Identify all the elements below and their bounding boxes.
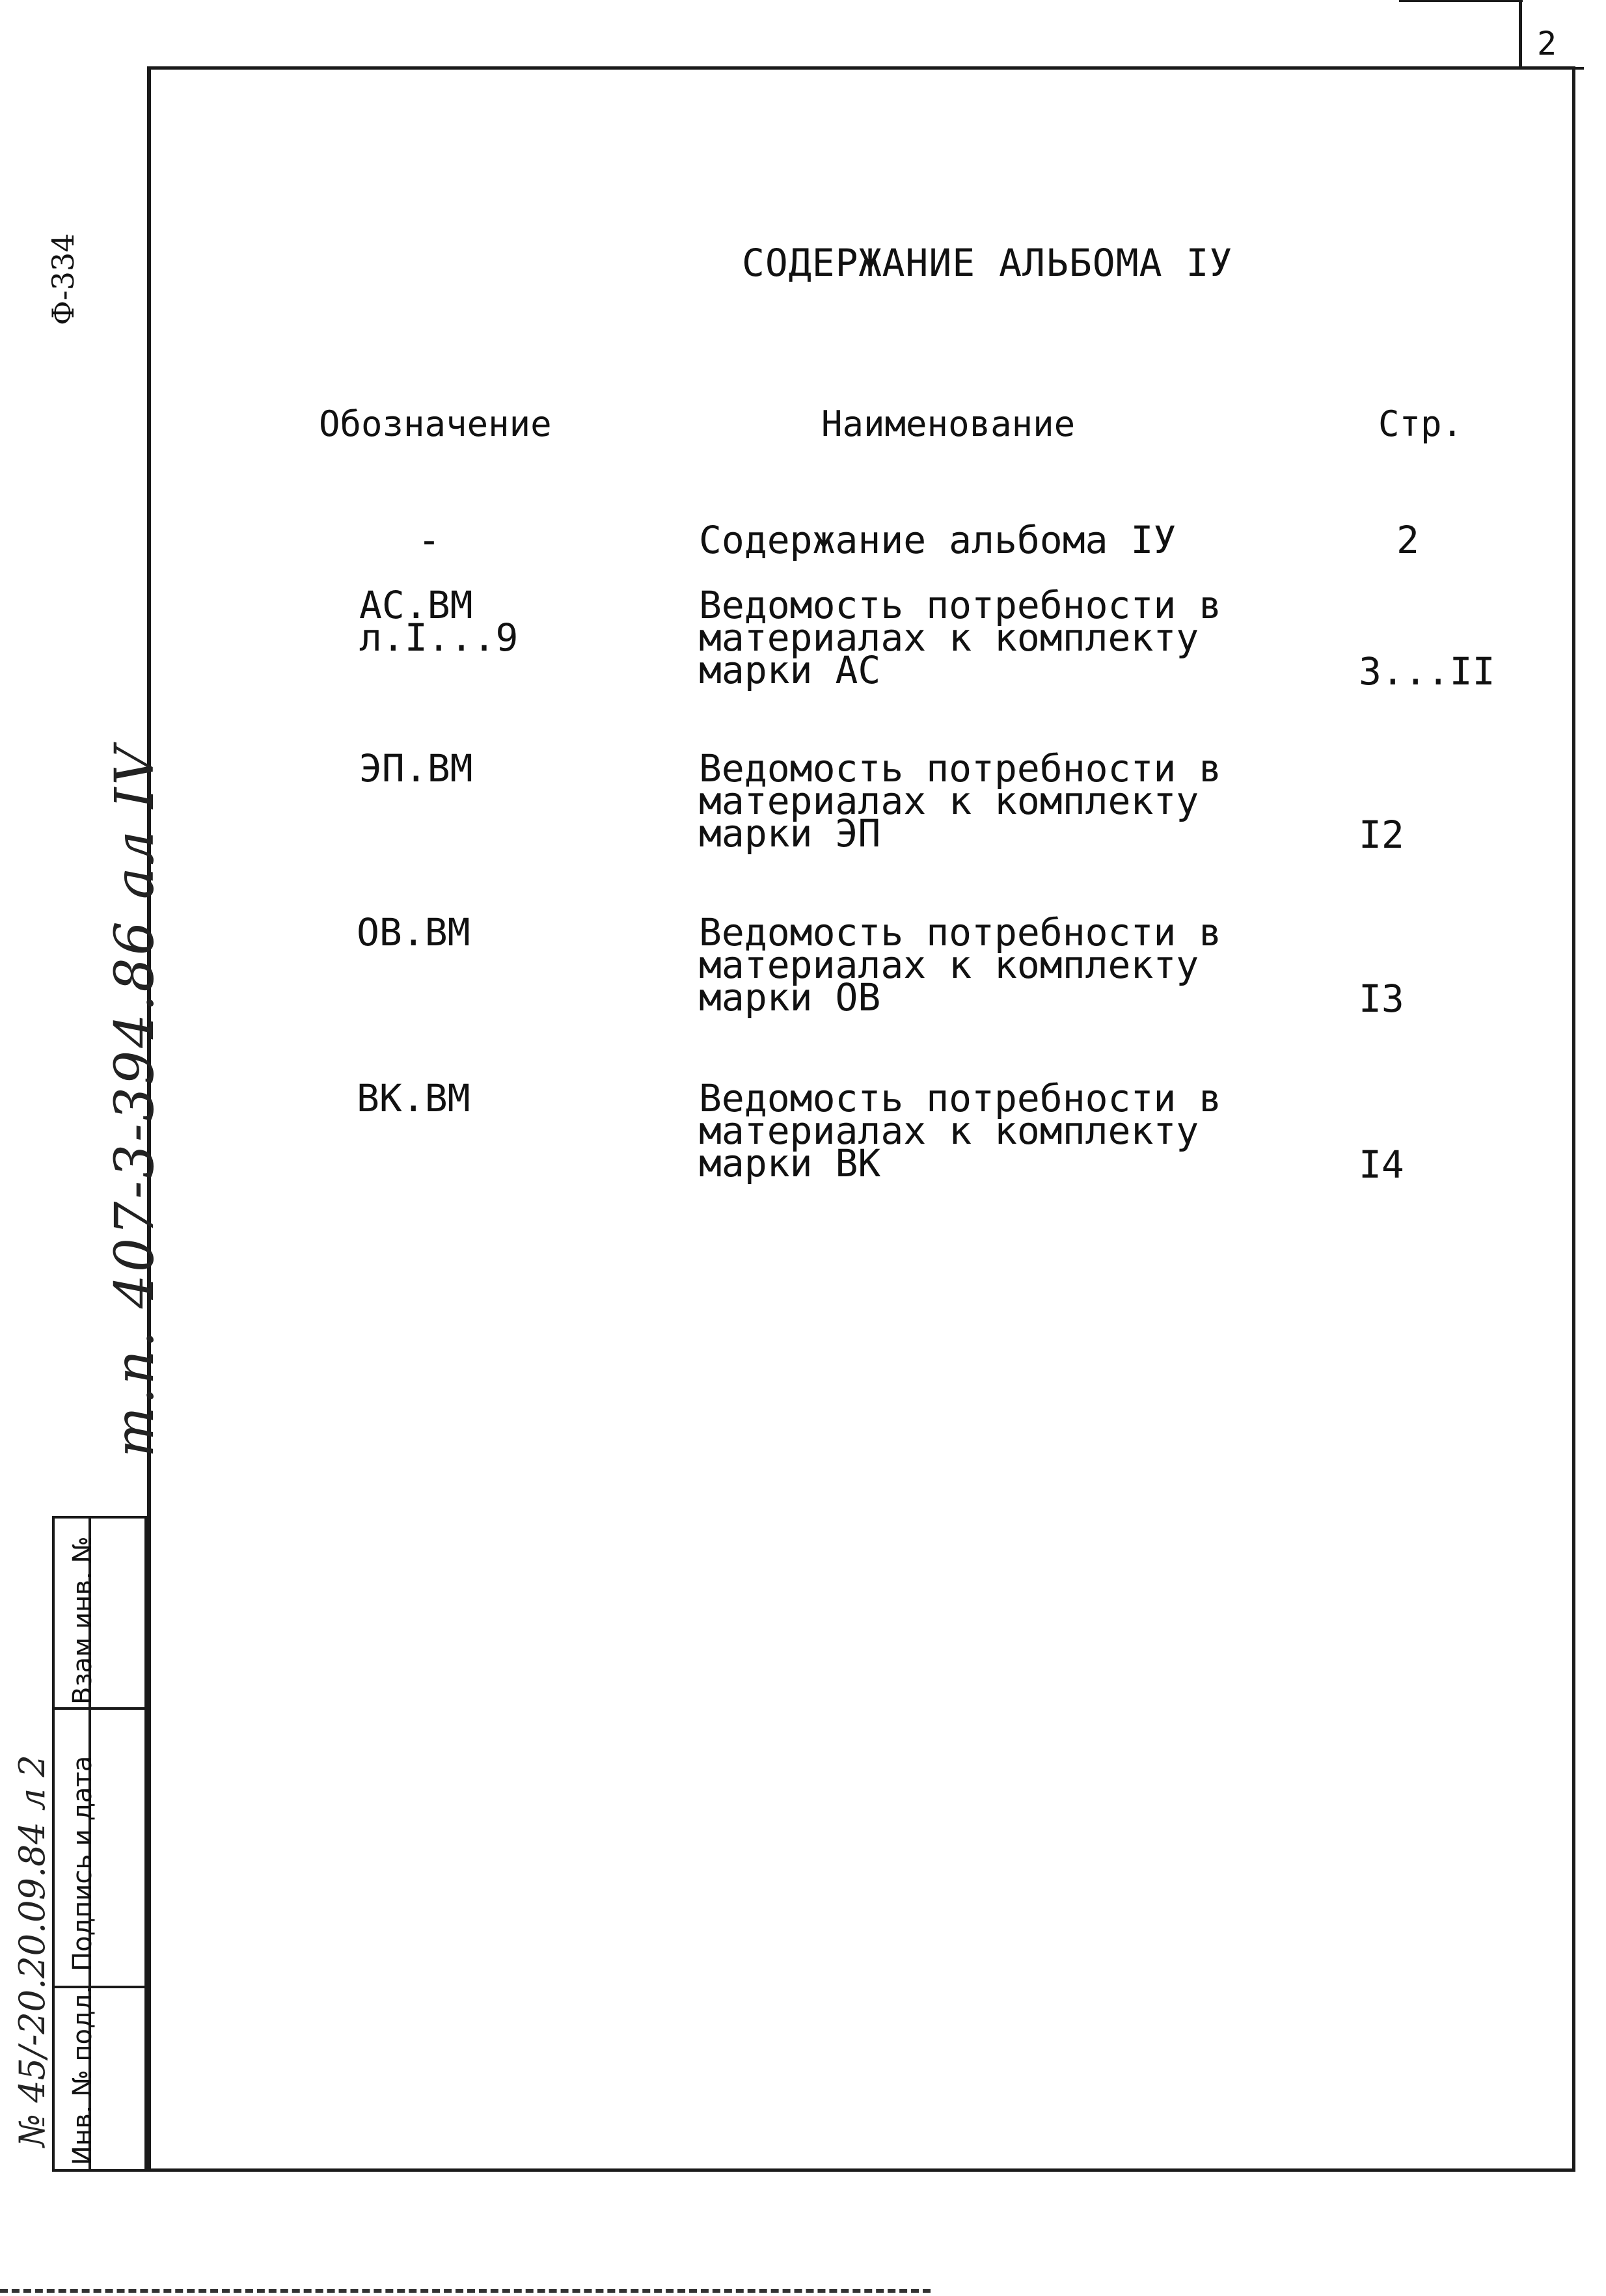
row-code: ОВ.ВМ [357,910,470,954]
document-title: СОДЕРЖАНИЕ АЛЬБОМА IУ [742,241,1233,285]
row-name: Ведомость потребности в материалах к комплекту марки ЭП [699,746,1222,856]
stamp-handwritten-note: № 45/-20.20.09.84 л 2 [12,1755,53,2147]
stamp-label-podpis: Подпись и дата [68,1755,98,1971]
stamp-row-divider [55,1707,144,1710]
column-header-name: Наименование [821,403,1076,444]
column-header-page: Стр. [1378,403,1463,444]
row-name: Ведомость потребности в материалах к комплекту марки ОВ [699,910,1222,1020]
row-code: ВК.ВМ [357,1076,470,1120]
top-edge-line [1399,0,1523,2]
row-page: 2 [1396,518,1419,562]
column-header-code: Обозначение [319,403,552,444]
form-code: Ф-334 [46,233,81,325]
row-code: ЭП.ВМ [359,746,473,790]
stamp-label-inv: Инв. № подл. [68,1986,98,2165]
approval-stamp [52,1516,147,2172]
row-page: I4 [1359,1142,1404,1187]
row-name: Содержание альбома IУ [699,518,1177,562]
row-page: I3 [1359,977,1404,1021]
handwritten-designation: т.п. 407-3-394.86 ал IV [104,744,166,1457]
row-name: Ведомость потребности в материалах к комплекту марки ВК [699,1076,1222,1185]
row-page: 3...II [1359,649,1495,694]
row-name: Ведомость потребности в материалах к комплекту марки АС [699,583,1222,692]
row-code: - [418,518,441,562]
bottom-edge-line [0,2289,931,2293]
sheet-number: 2 [1537,25,1557,62]
stamp-label-vzam: Взам инв. № [68,1536,98,1705]
row-page: I2 [1359,813,1404,857]
row-code: АС.ВМ л.I...9 [359,583,519,660]
